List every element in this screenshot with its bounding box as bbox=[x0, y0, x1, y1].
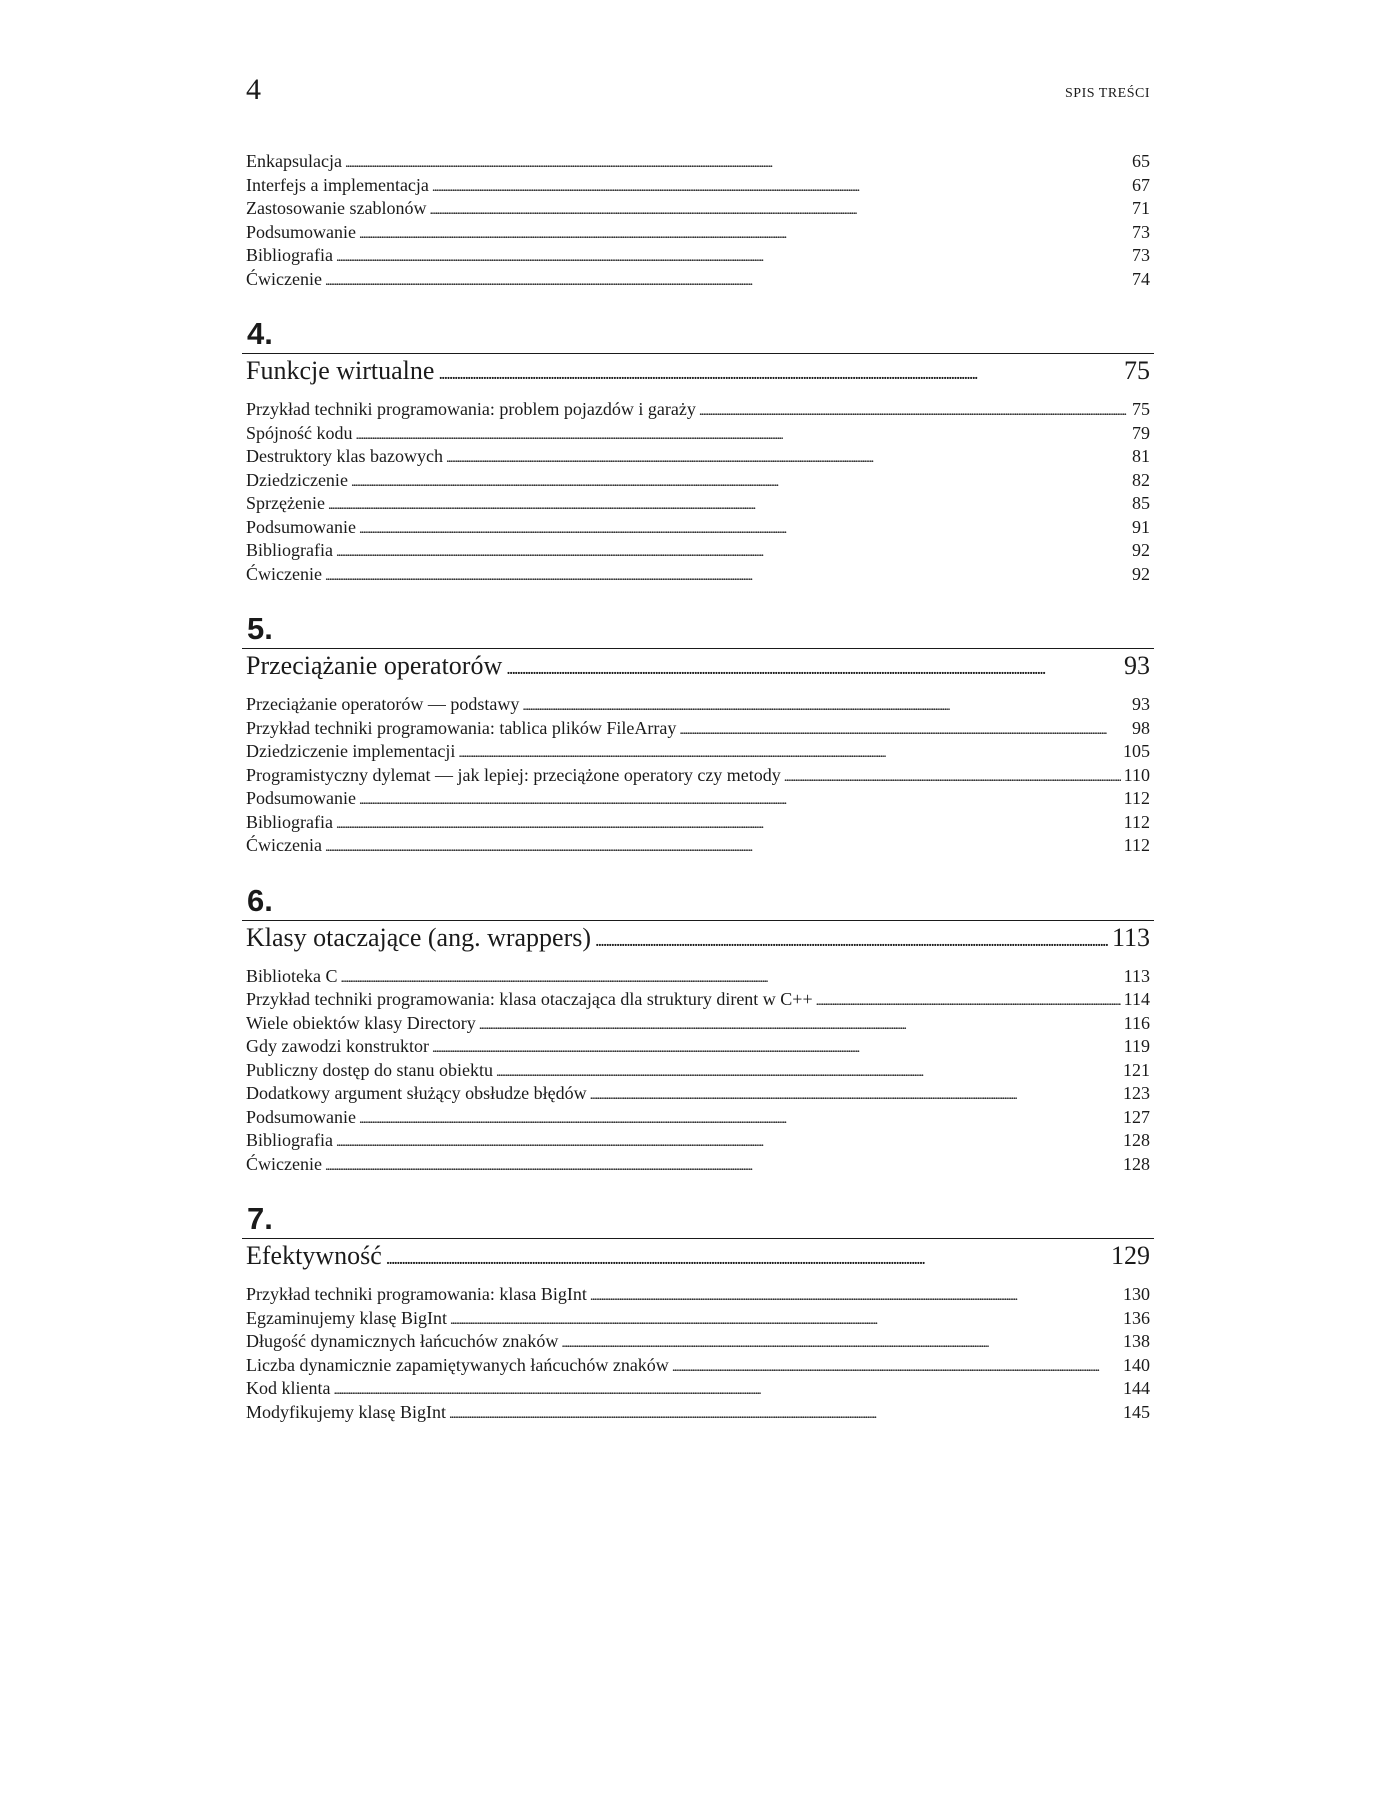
toc-entry bbox=[246, 811, 1150, 835]
toc-entry-page: 75 bbox=[1132, 399, 1150, 419]
toc-entry bbox=[246, 834, 1150, 858]
chapter-title-row bbox=[246, 354, 1150, 392]
chapter-title: Funkcje wirtualne bbox=[246, 356, 435, 385]
toc-entry-page: 79 bbox=[1132, 422, 1150, 443]
dot-leader bbox=[784, 764, 1121, 790]
toc-entry bbox=[246, 693, 1150, 717]
dot-leader bbox=[816, 988, 1121, 1014]
toc-entry bbox=[246, 221, 1150, 245]
toc-entry-title: Dziedziczenie bbox=[246, 469, 348, 490]
toc-entry-page: 127 bbox=[1123, 1106, 1150, 1127]
dot-leader bbox=[345, 150, 1129, 176]
toc-entry-title: Ćwiczenia bbox=[246, 835, 322, 855]
toc-entry bbox=[246, 1012, 1150, 1036]
toc-entry-page: 112 bbox=[1123, 835, 1150, 855]
toc-entry bbox=[246, 516, 1150, 540]
toc-entry-page: 85 bbox=[1132, 493, 1150, 513]
toc-entry bbox=[246, 398, 1150, 422]
page-number: 4 bbox=[246, 73, 261, 106]
toc-entry bbox=[246, 244, 1150, 268]
chapter-page: 113 bbox=[1111, 922, 1150, 952]
toc-entry-page: 121 bbox=[1123, 1059, 1150, 1080]
dot-leader bbox=[325, 1153, 1120, 1179]
dot-leader bbox=[449, 1401, 1120, 1427]
dot-leader bbox=[699, 398, 1129, 424]
toc-entry-page: 112 bbox=[1123, 811, 1150, 832]
dot-leader bbox=[429, 197, 1129, 223]
toc-entry-page: 67 bbox=[1132, 174, 1150, 195]
dot-leader bbox=[325, 834, 1121, 860]
toc-entry-title: Przeciążanie operatorów — podstawy bbox=[246, 694, 520, 714]
toc-entry bbox=[246, 717, 1150, 741]
toc-entry-page: 128 bbox=[1123, 1130, 1150, 1150]
chapter-7 bbox=[246, 1202, 1150, 1424]
dot-leader bbox=[679, 717, 1129, 743]
table-of-contents bbox=[246, 150, 1150, 1424]
toc-entry-page: 71 bbox=[1132, 198, 1150, 218]
toc-entry bbox=[246, 445, 1150, 469]
chapter-page: 75 bbox=[1124, 356, 1150, 385]
dot-leader bbox=[590, 1082, 1120, 1108]
toc-entry bbox=[246, 197, 1150, 221]
toc-entry bbox=[246, 1129, 1150, 1153]
toc-entry-title: Publiczny dostęp do stanu obiektu bbox=[246, 1059, 493, 1080]
toc-entry bbox=[246, 1059, 1150, 1083]
toc-entry-title: Sprzężenie bbox=[246, 493, 325, 513]
dot-leader bbox=[438, 354, 1120, 390]
chapter-entry-list bbox=[246, 693, 1150, 858]
toc-entry bbox=[246, 1354, 1150, 1378]
toc-entry bbox=[246, 1377, 1150, 1401]
toc-entry-page: 81 bbox=[1132, 446, 1150, 466]
dot-leader bbox=[522, 693, 1129, 719]
toc-entry bbox=[246, 539, 1150, 563]
toc-entry bbox=[246, 740, 1150, 764]
toc-entry bbox=[246, 1082, 1150, 1106]
dot-leader bbox=[450, 1307, 1120, 1333]
toc-entry bbox=[246, 150, 1150, 174]
toc-entry-title: Wiele obiektów klasy Directory bbox=[246, 1012, 476, 1033]
dot-leader bbox=[325, 268, 1129, 294]
toc-entry-title: Bibliografia bbox=[246, 540, 333, 560]
toc-entry-title: Interfejs a implementacja bbox=[246, 174, 429, 195]
toc-entry-title: Ćwiczenie bbox=[246, 268, 322, 289]
toc-entry-title: Bibliografia bbox=[246, 245, 333, 265]
chapter-page: 93 bbox=[1124, 651, 1150, 680]
dot-leader bbox=[336, 539, 1129, 565]
dot-leader bbox=[561, 1330, 1120, 1356]
toc-entry bbox=[246, 492, 1150, 516]
toc-entry-title: Bibliografia bbox=[246, 1130, 333, 1150]
toc-entry bbox=[246, 268, 1150, 292]
toc-entry-title: Programistyczny dylemat — jak lepiej: przeciążone operatory czy metody bbox=[246, 764, 781, 785]
chapter-title-row bbox=[246, 649, 1150, 687]
dot-leader bbox=[359, 1106, 1120, 1132]
toc-entry-page: 82 bbox=[1132, 469, 1150, 490]
chapter-number: 7. bbox=[247, 1201, 273, 1236]
toc-entry-page: 98 bbox=[1132, 717, 1150, 738]
toc-entry-page: 91 bbox=[1132, 516, 1150, 537]
dot-leader bbox=[328, 492, 1129, 518]
toc-entry-page: 145 bbox=[1123, 1401, 1150, 1422]
dot-leader bbox=[446, 445, 1129, 471]
toc-entry-title: Enkapsulacja bbox=[246, 151, 342, 171]
toc-entry bbox=[246, 764, 1150, 788]
toc-entry-page: 128 bbox=[1123, 1153, 1150, 1174]
toc-entry bbox=[246, 422, 1150, 446]
toc-entry-page: 136 bbox=[1123, 1307, 1150, 1328]
toc-entry bbox=[246, 1307, 1150, 1331]
toc-entry-page: 140 bbox=[1123, 1354, 1150, 1375]
dot-leader bbox=[336, 1129, 1120, 1155]
chapter-title-row bbox=[246, 1239, 1150, 1277]
dot-leader bbox=[432, 174, 1129, 200]
toc-entry-page: 130 bbox=[1123, 1284, 1150, 1304]
running-head: SPIS TREŚCI bbox=[1065, 86, 1150, 101]
dot-leader bbox=[432, 1035, 1121, 1061]
chapter-entry-list bbox=[246, 398, 1150, 586]
toc-entry-title: Bibliografia bbox=[246, 811, 333, 832]
dot-leader bbox=[496, 1059, 1120, 1085]
intro-entry-list bbox=[246, 150, 1150, 291]
toc-entry-title: Destruktory klas bazowych bbox=[246, 446, 443, 466]
toc-entry-page: 92 bbox=[1132, 540, 1150, 560]
toc-entry-page: 112 bbox=[1123, 788, 1150, 808]
toc-entry-page: 73 bbox=[1132, 221, 1150, 242]
toc-entry bbox=[246, 1283, 1150, 1307]
toc-entry-page: 74 bbox=[1132, 268, 1150, 289]
toc-entry-title: Egzaminujemy klasę BigInt bbox=[246, 1307, 447, 1328]
chapter-4 bbox=[246, 317, 1150, 586]
toc-entry-page: 144 bbox=[1123, 1378, 1150, 1398]
toc-entry-title: Przykład techniki programowania: tablica plików FileArray bbox=[246, 717, 677, 738]
dot-leader bbox=[336, 811, 1121, 837]
toc-entry bbox=[246, 174, 1150, 198]
dot-leader bbox=[595, 921, 1108, 957]
toc-entry-page: 65 bbox=[1132, 151, 1150, 171]
toc-entry bbox=[246, 787, 1150, 811]
toc-entry bbox=[246, 988, 1150, 1012]
toc-entry bbox=[246, 1330, 1150, 1354]
chapter-number: 5. bbox=[247, 611, 273, 646]
chapter-number: 4. bbox=[247, 316, 273, 351]
chapter-entry-list bbox=[246, 965, 1150, 1177]
toc-entry-title: Ćwiczenie bbox=[246, 1153, 322, 1174]
dot-leader bbox=[359, 221, 1129, 247]
toc-entry-title: Liczba dynamicznie zapamiętywanych łańcuchów znaków bbox=[246, 1354, 669, 1375]
dot-leader bbox=[590, 1283, 1120, 1309]
dot-leader bbox=[325, 563, 1129, 589]
toc-entry bbox=[246, 563, 1150, 587]
toc-entry-title: Modyfikujemy klasę BigInt bbox=[246, 1401, 446, 1422]
toc-entry bbox=[246, 1153, 1150, 1177]
toc-entry-title: Gdy zawodzi konstruktor bbox=[246, 1036, 429, 1056]
toc-entry bbox=[246, 469, 1150, 493]
toc-entry-page: 73 bbox=[1132, 245, 1150, 265]
toc-entry-title: Podsumowanie bbox=[246, 516, 356, 537]
toc-entry bbox=[246, 1035, 1150, 1059]
chapter-entry-list bbox=[246, 1283, 1150, 1424]
toc-entry-title: Kod klienta bbox=[246, 1378, 331, 1398]
toc-entry-page: 116 bbox=[1123, 1012, 1150, 1033]
dot-leader bbox=[359, 516, 1129, 542]
toc-entry-page: 138 bbox=[1123, 1331, 1150, 1351]
toc-entry-title: Dziedziczenie implementacji bbox=[246, 741, 456, 761]
chapter-title: Efektywność bbox=[246, 1241, 382, 1270]
chapter-title: Klasy otaczające (ang. wrappers) bbox=[246, 922, 592, 952]
chapter-page: 129 bbox=[1111, 1241, 1150, 1270]
toc-entry-title: Zastosowanie szablonów bbox=[246, 198, 427, 218]
toc-entry-title: Przykład techniki programowania: klasa otaczająca dla struktury dirent w C++ bbox=[246, 989, 813, 1009]
toc-entry-page: 93 bbox=[1132, 694, 1150, 714]
toc-entry-page: 113 bbox=[1123, 965, 1150, 986]
toc-entry-page: 123 bbox=[1123, 1083, 1150, 1103]
dot-leader bbox=[506, 649, 1120, 685]
toc-entry-title: Podsumowanie bbox=[246, 788, 356, 808]
dot-leader bbox=[333, 1377, 1120, 1403]
dot-leader bbox=[341, 965, 1121, 991]
toc-entry-title: Podsumowanie bbox=[246, 1106, 356, 1127]
chapter-number: 6. bbox=[247, 882, 273, 918]
page-header bbox=[246, 70, 1150, 110]
toc-entry bbox=[246, 1106, 1150, 1130]
dot-leader bbox=[356, 422, 1129, 448]
toc-entry-page: 114 bbox=[1123, 989, 1150, 1009]
chapter-title: Przeciążanie operatorów bbox=[246, 651, 503, 680]
toc-entry-page: 92 bbox=[1132, 563, 1150, 584]
toc-entry-title: Przykład techniki programowania: problem pojazdów i garaży bbox=[246, 399, 696, 419]
toc-entry-title: Przykład techniki programowania: klasa BigInt bbox=[246, 1284, 587, 1304]
toc-entry-title: Długość dynamicznych łańcuchów znaków bbox=[246, 1331, 559, 1351]
toc-entry bbox=[246, 1401, 1150, 1425]
dot-leader bbox=[458, 740, 1120, 766]
dot-leader bbox=[386, 1239, 1107, 1275]
toc-entry-title: Dodatkowy argument służący obsłudze błędów bbox=[246, 1083, 587, 1103]
toc-entry-page: 105 bbox=[1123, 741, 1150, 761]
toc-entry-title: Biblioteka C bbox=[246, 965, 338, 986]
dot-leader bbox=[479, 1012, 1121, 1038]
dot-leader bbox=[359, 787, 1121, 813]
toc-entry-page: 119 bbox=[1123, 1036, 1150, 1056]
toc-entry-page: 110 bbox=[1123, 764, 1150, 785]
dot-leader bbox=[351, 469, 1129, 495]
chapter-5 bbox=[246, 612, 1150, 858]
chapter-6 bbox=[246, 884, 1150, 1177]
toc-entry-title: Podsumowanie bbox=[246, 221, 356, 242]
toc-entry-title: Spójność kodu bbox=[246, 422, 353, 443]
chapter-title-row bbox=[246, 921, 1150, 959]
dot-leader bbox=[672, 1354, 1120, 1380]
toc-entry-title: Ćwiczenie bbox=[246, 563, 322, 584]
dot-leader bbox=[336, 244, 1129, 270]
toc-entry bbox=[246, 965, 1150, 989]
